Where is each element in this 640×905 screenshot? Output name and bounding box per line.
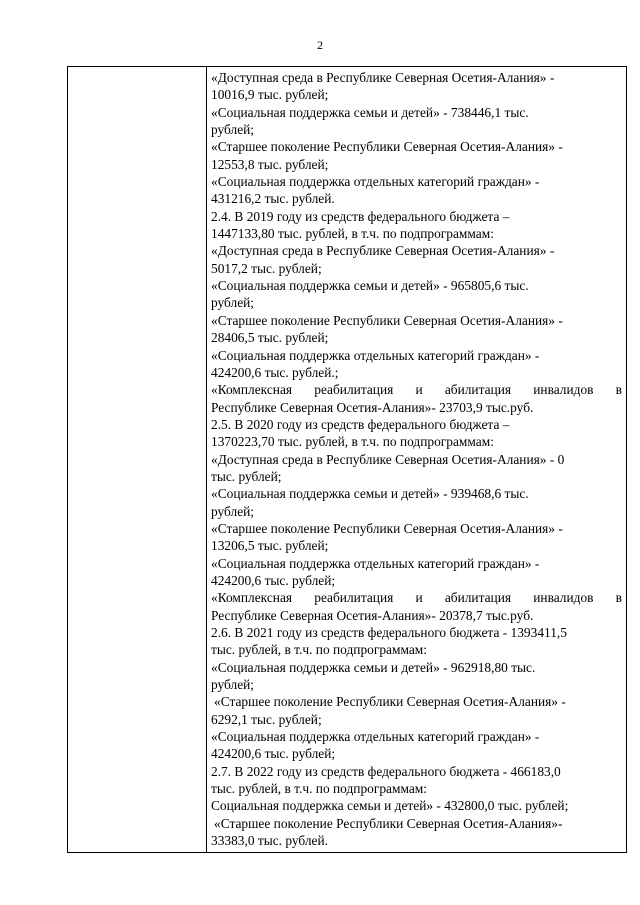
text-line: «Старшее поколение Республики Северная Осетия-Алания» - bbox=[211, 139, 563, 155]
table-left-cell bbox=[68, 67, 207, 852]
text-line: 2.5. В 2020 году из средств федерального бюджета – bbox=[211, 416, 510, 432]
text-line: 424200,6 тыс. рублей; bbox=[211, 572, 336, 588]
text-line: «Комплексная реабилитация и абилитация инвалидов в bbox=[211, 382, 622, 398]
text-line: 2.7. В 2022 году из средств федерального бюджета - 466183,0 bbox=[211, 763, 561, 779]
text-line: Республике Северная Осетия-Алания»- 23703,9 тыс.руб. bbox=[211, 399, 534, 415]
text-line: Республике Северная Осетия-Алания»- 20378,7 тыс.руб. bbox=[211, 607, 534, 623]
document-table bbox=[67, 66, 627, 853]
text-line: 2.4. В 2019 году из средств федерального бюджета – bbox=[211, 208, 510, 224]
text-line: 2.6. В 2021 году из средств федерального бюджета - 1393411,5 bbox=[211, 625, 567, 640]
text-line: тыс. рублей, в т.ч. по подпрограммам: bbox=[211, 781, 427, 797]
text-line: «Доступная среда в Республике Северная Осетия-Алания» - bbox=[211, 243, 555, 259]
text-line: рублей; bbox=[211, 295, 255, 311]
text-line: «Социальная поддержка семьи и детей» - 965805,6 тыс. bbox=[211, 278, 529, 294]
text-line: Социальная поддержка семьи и детей» - 432800,0 тыс. рублей; bbox=[211, 798, 569, 814]
text-line: «Комплексная реабилитация и абилитация инвалидов в bbox=[211, 590, 622, 606]
text-line: 1370223,70 тыс. рублей, в т.ч. по подпрограммам: bbox=[211, 434, 494, 450]
text-line: «Социальная поддержка семьи и детей» - 939468,6 тыс. bbox=[211, 486, 529, 502]
text-line: 1447133,80 тыс. рублей, в т.ч. по подпрограммам: bbox=[211, 226, 494, 242]
text-line: 5017,2 тыс. рублей; bbox=[211, 260, 322, 276]
text-line: «Старшее поколение Республики Северная Осетия-Алания» - bbox=[211, 312, 563, 328]
text-line: тыс. рублей, в т.ч. по подпрограммам: bbox=[211, 642, 427, 658]
text-line: «Доступная среда в Республике Северная Осетия-Алания» - 0 bbox=[211, 451, 565, 467]
text-line: «Социальная поддержка семьи и детей» - 738446,1 тыс. bbox=[211, 104, 529, 120]
table-right-cell bbox=[211, 69, 622, 849]
text-line: «Социальная поддержка отдельных категорий граждан» - bbox=[211, 555, 540, 571]
text-line: 424200,6 тыс. рублей.; bbox=[211, 364, 339, 380]
text-line: 28406,5 тыс. рублей; bbox=[211, 330, 329, 346]
text-line: 431216,2 тыс. рублей. bbox=[211, 191, 335, 207]
text-line: «Доступная среда в Республике Северная Осетия-Алания» - bbox=[211, 70, 555, 85]
page-number: 2 bbox=[317, 38, 323, 52]
text-line: 12553,8 тыс. рублей; bbox=[211, 156, 329, 172]
text-line: «Социальная поддержка отдельных категорий граждан» - bbox=[211, 174, 540, 190]
text-line: 6292,1 тыс. рублей; bbox=[211, 711, 322, 727]
text-line: «Социальная поддержка отдельных категорий граждан» - bbox=[211, 729, 540, 745]
text-line: «Старшее поколение Республики Северная Осетия-Алания» - bbox=[211, 520, 563, 536]
text-line: 10016,9 тыс. рублей; bbox=[211, 87, 329, 103]
text-line: 13206,5 тыс. рублей; bbox=[211, 538, 329, 554]
text-line: тыс. рублей; bbox=[211, 468, 282, 484]
text-line: рублей; bbox=[211, 122, 255, 138]
text-line: «Социальная поддержка отдельных категорий граждан» - bbox=[211, 347, 540, 363]
text-line: «Социальная поддержка семьи и детей» - 962918,80 тыс. bbox=[211, 659, 536, 675]
text-line: «Старшее поколение Республики Северная Осетия-Алания» - bbox=[214, 694, 566, 710]
text-line: рублей; bbox=[211, 503, 255, 519]
text-line: рублей; bbox=[211, 677, 255, 693]
text-line: «Старшее поколение Республики Северная Осетия-Алания»- bbox=[214, 815, 563, 831]
text-line: 424200,6 тыс. рублей; bbox=[211, 746, 336, 762]
text-line: 33383,0 тыс. рублей. bbox=[211, 833, 329, 849]
